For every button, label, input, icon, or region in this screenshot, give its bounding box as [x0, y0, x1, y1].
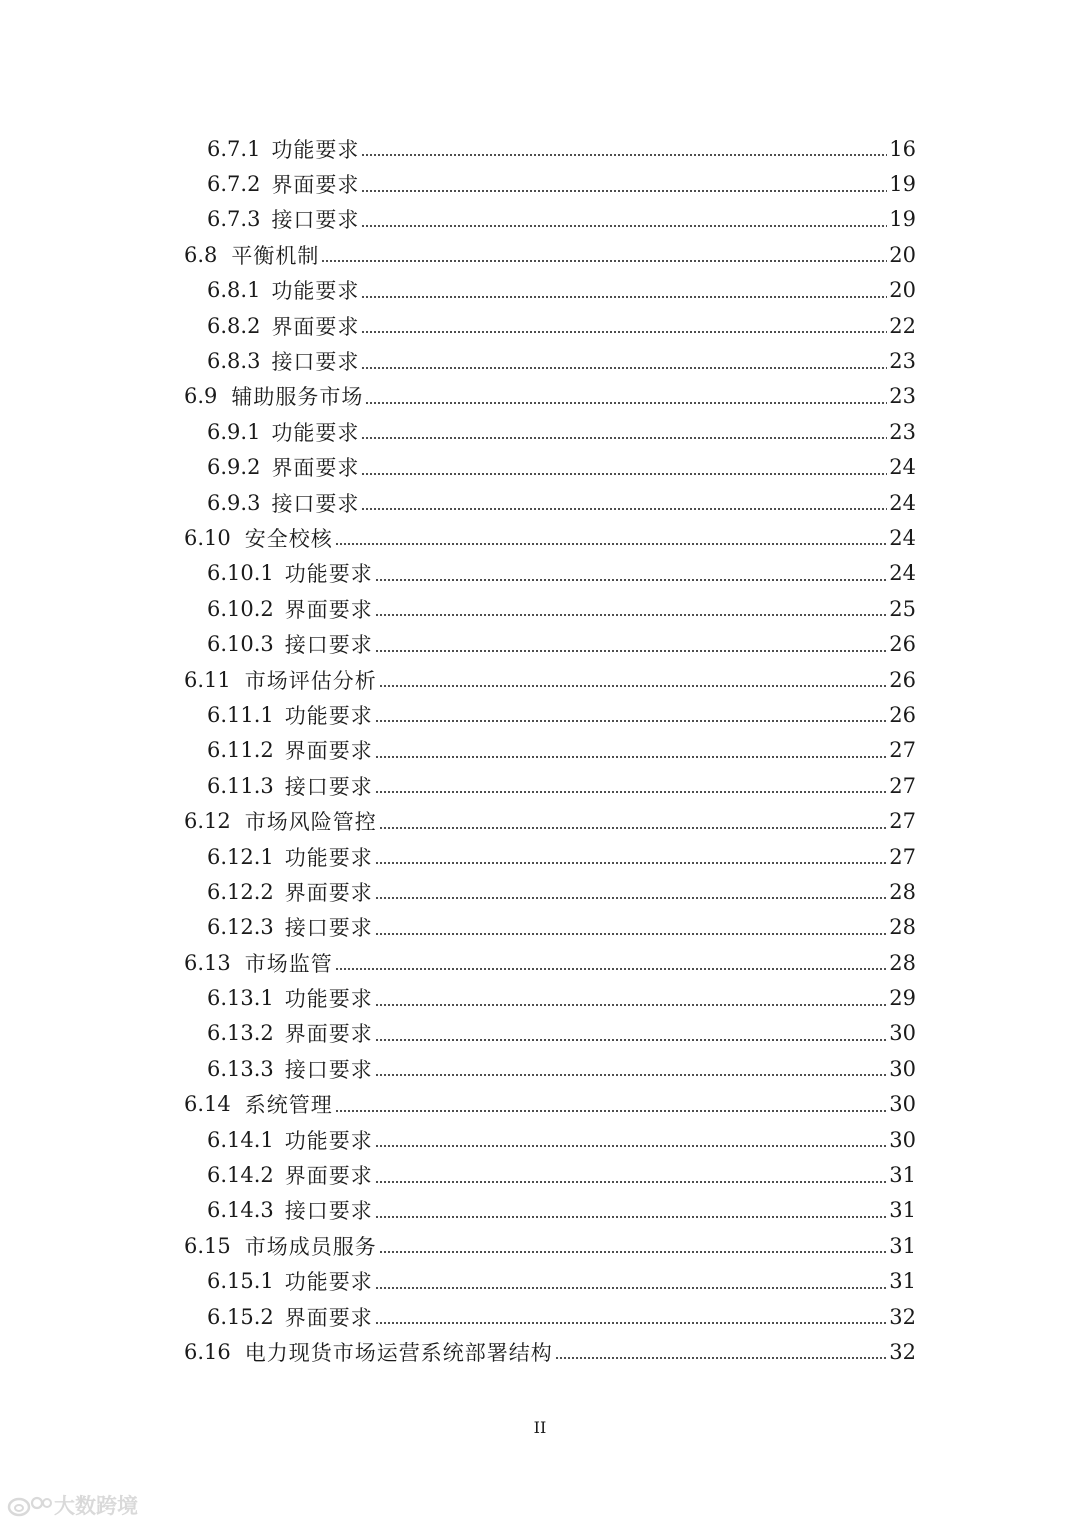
toc-entry-title: 功能要求 — [284, 987, 373, 1012]
dot-leader — [375, 988, 887, 1009]
toc-entry-page-number: 26 — [889, 667, 916, 692]
toc-entry-page-number: 27 — [889, 773, 916, 798]
dot-leader — [375, 1023, 887, 1044]
weibo-like-logo-icon — [6, 1493, 52, 1517]
toc-entry-number: 6.10.2 — [207, 596, 274, 621]
toc-entry — [0, 1157, 1080, 1192]
toc-entry-title: 电力现货市场运营系统部署结构 — [244, 1340, 553, 1365]
toc-entry-page-number: 30 — [889, 1021, 916, 1046]
toc-entry-page-number: 25 — [889, 596, 916, 621]
toc-entry-number: 6.8.2 — [207, 313, 261, 338]
toc-entry — [0, 1087, 1080, 1122]
toc-entry-page-number: 30 — [889, 1056, 916, 1081]
toc-entry-page-number: 31 — [889, 1233, 916, 1258]
toc-entry-number: 6.10 — [184, 525, 231, 550]
toc-entry-number: 6.9 — [184, 384, 218, 409]
toc-entry-page-number: 24 — [889, 525, 916, 550]
toc-entry-number: 6.9.1 — [207, 419, 261, 444]
toc-entry-number: 6.15.2 — [207, 1304, 274, 1329]
toc-entry — [0, 450, 1080, 485]
toc-entry-page-number: 28 — [889, 915, 916, 940]
toc-entry-page-number: 32 — [889, 1339, 916, 1364]
toc-entry-title: 界面要求 — [271, 314, 360, 339]
toc-entry-title: 功能要求 — [271, 420, 360, 445]
toc-entry-title: 接口要求 — [284, 1199, 373, 1224]
dot-leader — [375, 1058, 887, 1079]
toc-entry-title: 市场风险管控 — [244, 810, 377, 835]
toc-entry — [0, 697, 1080, 732]
toc-entry — [0, 1193, 1080, 1228]
toc-entry-title: 接口要求 — [271, 491, 360, 516]
dot-leader — [361, 174, 887, 195]
toc-entry-title: 接口要求 — [284, 916, 373, 941]
toc-entry-title: 界面要求 — [271, 456, 360, 481]
toc-entry — [0, 131, 1080, 166]
toc-entry-page-number: 24 — [889, 490, 916, 515]
toc-entry-page-number: 29 — [889, 986, 916, 1011]
dot-leader — [375, 1306, 887, 1327]
toc-entry-number: 6.13.2 — [207, 1021, 274, 1046]
toc-entry — [0, 237, 1080, 272]
toc-entry-number: 6.11.3 — [207, 773, 274, 798]
toc-entry-page-number: 28 — [889, 950, 916, 975]
dot-leader — [375, 846, 887, 867]
toc-entry-page-number: 19 — [889, 207, 916, 232]
table-of-contents — [0, 131, 1080, 1370]
toc-entry-title: 界面要求 — [284, 1164, 373, 1189]
toc-entry-number: 6.11.1 — [207, 702, 274, 727]
toc-entry-page-number: 31 — [889, 1269, 916, 1294]
toc-entry — [0, 768, 1080, 803]
toc-entry-page-number: 22 — [889, 313, 916, 338]
toc-entry-number: 6.14.2 — [207, 1163, 274, 1188]
toc-entry-number: 6.12.3 — [207, 915, 274, 940]
toc-entry — [0, 662, 1080, 697]
toc-entry-page-number: 20 — [889, 242, 916, 267]
dot-leader — [335, 952, 888, 973]
dot-leader — [375, 1200, 887, 1221]
toc-entry — [0, 379, 1080, 414]
dot-leader — [361, 457, 887, 478]
dot-leader — [361, 315, 887, 336]
toc-entry-title: 功能要求 — [271, 137, 360, 162]
toc-entry-number: 6.7.3 — [207, 207, 261, 232]
toc-entry — [0, 839, 1080, 874]
dot-leader — [375, 598, 887, 619]
toc-entry — [0, 520, 1080, 555]
toc-entry-title: 平衡机制 — [231, 243, 320, 268]
toc-entry — [0, 1228, 1080, 1263]
toc-entry-page-number: 23 — [889, 419, 916, 444]
dot-leader — [361, 421, 887, 442]
toc-entry-page-number: 30 — [889, 1127, 916, 1152]
toc-entry-title: 市场成员服务 — [244, 1234, 377, 1259]
dot-leader — [361, 209, 887, 230]
toc-entry-page-number: 30 — [889, 1092, 916, 1117]
page-number-footer: II — [533, 1418, 547, 1437]
toc-entry-title: 接口要求 — [284, 633, 373, 658]
dot-leader — [375, 563, 887, 584]
toc-entry-title: 功能要求 — [284, 1128, 373, 1153]
dot-leader — [375, 1271, 887, 1292]
toc-entry-title: 功能要求 — [284, 845, 373, 870]
toc-entry-number: 6.8.1 — [207, 278, 261, 303]
toc-entry — [0, 1051, 1080, 1086]
dot-leader — [375, 634, 887, 655]
watermark — [6, 1490, 138, 1520]
toc-entry-number: 6.13.3 — [207, 1056, 274, 1081]
toc-entry-number: 6.7.2 — [207, 172, 261, 197]
watermark-text: 大数跨境 — [54, 1494, 138, 1518]
toc-entry-page-number: 28 — [889, 879, 916, 904]
dot-leader — [379, 669, 888, 690]
dot-leader — [375, 704, 887, 725]
toc-entry-title: 安全校核 — [244, 526, 333, 551]
toc-entry-number: 6.12 — [184, 809, 231, 834]
toc-entry-title: 市场评估分析 — [244, 668, 377, 693]
toc-entry — [0, 1122, 1080, 1157]
toc-entry — [0, 556, 1080, 591]
toc-entry-title: 接口要求 — [271, 350, 360, 375]
dot-leader — [375, 1165, 887, 1186]
toc-entry — [0, 343, 1080, 378]
dot-leader — [335, 527, 888, 548]
dot-leader — [361, 280, 887, 301]
toc-entry-page-number: 31 — [889, 1163, 916, 1188]
dot-leader — [375, 740, 887, 761]
toc-entry — [0, 733, 1080, 768]
toc-entry — [0, 1334, 1080, 1369]
toc-entry-page-number: 24 — [889, 561, 916, 586]
toc-entry-title: 系统管理 — [244, 1093, 333, 1118]
toc-entry-title: 接口要求 — [284, 774, 373, 799]
toc-entry-title: 界面要求 — [284, 1022, 373, 1047]
toc-entry-number: 6.15 — [184, 1233, 231, 1258]
dot-leader — [375, 1129, 887, 1150]
toc-entry — [0, 874, 1080, 909]
toc-entry-title: 功能要求 — [284, 1270, 373, 1295]
toc-entry — [0, 414, 1080, 449]
toc-entry-title: 市场监管 — [244, 951, 333, 976]
toc-entry-title: 界面要求 — [284, 1305, 373, 1330]
toc-entry-page-number: 26 — [889, 702, 916, 727]
toc-entry-page-number: 16 — [889, 136, 916, 161]
dot-leader — [361, 492, 887, 513]
toc-entry-title: 接口要求 — [284, 1057, 373, 1082]
toc-entry-number: 6.9.2 — [207, 455, 261, 480]
dot-leader — [361, 138, 887, 159]
toc-entry — [0, 626, 1080, 661]
toc-entry-number: 6.10.1 — [207, 561, 274, 586]
toc-entry-title: 界面要求 — [284, 880, 373, 905]
toc-entry — [0, 803, 1080, 838]
dot-leader — [365, 386, 887, 407]
toc-entry-page-number: 27 — [889, 738, 916, 763]
toc-entry-page-number: 27 — [889, 844, 916, 869]
toc-entry-page-number: 19 — [889, 172, 916, 197]
toc-entry-number: 6.12.2 — [207, 879, 274, 904]
dot-leader — [379, 811, 888, 832]
dot-leader — [375, 775, 887, 796]
toc-entry-number: 6.11 — [184, 667, 231, 692]
dot-leader — [555, 1341, 888, 1362]
toc-entry — [0, 591, 1080, 626]
toc-entry-title: 界面要求 — [271, 173, 360, 198]
toc-entry — [0, 166, 1080, 201]
toc-entry — [0, 910, 1080, 945]
toc-entry-page-number: 20 — [889, 278, 916, 303]
toc-entry-number: 6.14.1 — [207, 1127, 274, 1152]
toc-entry-number: 6.14 — [184, 1092, 231, 1117]
toc-entry-page-number: 27 — [889, 809, 916, 834]
toc-entry-page-number: 26 — [889, 632, 916, 657]
toc-entry — [0, 1264, 1080, 1299]
toc-entry-page-number: 24 — [889, 455, 916, 480]
toc-entry — [0, 980, 1080, 1015]
toc-entry-number: 6.10.3 — [207, 632, 274, 657]
dot-leader — [321, 244, 887, 265]
toc-entry-number: 6.8 — [184, 242, 218, 267]
dot-leader — [335, 1094, 888, 1115]
toc-entry-title: 接口要求 — [271, 208, 360, 233]
toc-entry — [0, 1016, 1080, 1051]
toc-entry — [0, 945, 1080, 980]
toc-entry-title: 功能要求 — [284, 703, 373, 728]
toc-entry-page-number: 23 — [889, 349, 916, 374]
toc-entry-number: 6.13.1 — [207, 986, 274, 1011]
toc-entry-title: 辅助服务市场 — [231, 385, 364, 410]
toc-entry-number: 6.8.3 — [207, 349, 261, 374]
dot-leader — [375, 917, 887, 938]
toc-entry-page-number: 23 — [889, 384, 916, 409]
dot-leader — [375, 881, 887, 902]
toc-entry-number: 6.15.1 — [207, 1269, 274, 1294]
toc-entry-number: 6.9.3 — [207, 490, 261, 515]
toc-entry-page-number: 32 — [889, 1304, 916, 1329]
toc-entry-number: 6.7.1 — [207, 136, 261, 161]
toc-entry-title: 功能要求 — [284, 562, 373, 587]
toc-entry — [0, 1299, 1080, 1334]
toc-entry — [0, 273, 1080, 308]
dot-leader — [361, 351, 887, 372]
toc-entry — [0, 485, 1080, 520]
toc-entry-number: 6.16 — [184, 1339, 231, 1364]
toc-entry-number: 6.12.1 — [207, 844, 274, 869]
toc-entry-title: 界面要求 — [284, 597, 373, 622]
toc-entry-page-number: 31 — [889, 1198, 916, 1223]
toc-entry — [0, 308, 1080, 343]
toc-entry-title: 功能要求 — [271, 279, 360, 304]
toc-entry-number: 6.14.3 — [207, 1198, 274, 1223]
toc-entry-number: 6.11.2 — [207, 738, 274, 763]
toc-entry-number: 6.13 — [184, 950, 231, 975]
dot-leader — [379, 1235, 888, 1256]
toc-entry — [0, 202, 1080, 237]
toc-entry-title: 界面要求 — [284, 739, 373, 764]
